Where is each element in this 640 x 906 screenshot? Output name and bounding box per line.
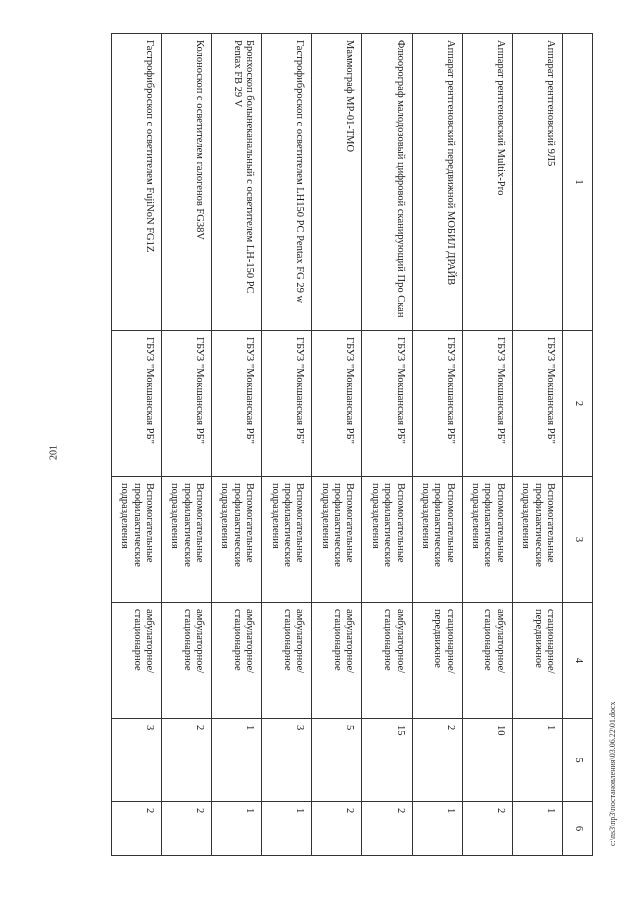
equipment-name: Флюорограф малодозовый цифровой сканирующий Про Скан: [362, 34, 412, 331]
value: 2: [462, 802, 512, 856]
quantity: 15: [362, 719, 412, 802]
value: 1: [212, 802, 262, 856]
header-cell: 3: [563, 477, 593, 603]
equipment-name: Гастрофиброскоп с осветителем LH150 PC Pentax FG 29 w: [262, 34, 312, 331]
quantity: 10: [462, 719, 512, 802]
subdivision: Вспомогательные профилактические подразделения: [512, 477, 562, 603]
usage-type: стационарное/ передвижное: [412, 603, 462, 719]
subdivision: Вспомогательные профилактические подразделения: [412, 477, 462, 603]
usage-type: стационарное/ передвижное: [512, 603, 562, 719]
value: 2: [312, 802, 362, 856]
header-cell: 6: [563, 802, 593, 856]
table-row: [462, 34, 512, 856]
value: 2: [362, 802, 412, 856]
table-header-row: [563, 34, 593, 856]
usage-type: амбулаторное/ стационарное: [462, 603, 512, 719]
subdivision: Вспомогательные профилактические подразделения: [262, 477, 312, 603]
equipment-name: Бронхоскоп болынеканальный с осветителем LH-150 PC Pentax FB 29 V: [212, 34, 262, 331]
table-row: [412, 34, 462, 856]
organization: ГБУЗ "Мокшанская РБ": [111, 331, 161, 477]
quantity: 3: [111, 719, 161, 802]
usage-type: амбулаторное/ стационарное: [162, 603, 212, 719]
usage-type: амбулаторное/ стационарное: [111, 603, 161, 719]
subdivision: Вспомогательные профилактические подразделения: [162, 477, 212, 603]
organization: ГБУЗ "Мокшанская РБ": [162, 331, 212, 477]
header-cell: 2: [563, 331, 593, 477]
organization: ГБУЗ "Мокшанская РБ": [212, 331, 262, 477]
equipment-name: Аппарат рентгеновский Multix-Pro: [462, 34, 512, 331]
subdivision: Вспомогательные профилактические подразделения: [312, 477, 362, 603]
subdivision: Вспомогательные профилактические подразделения: [111, 477, 161, 603]
usage-type: амбулаторное/ стационарное: [362, 603, 412, 719]
document-path-footer: c:\ns3\np3\постановления\03.06.22\01.docx: [608, 701, 617, 846]
equipment-name: Колоноскоп с осветителем галогенов FG38V: [162, 34, 212, 331]
equipment-name: Гастрофиброскоп с осветителем FujiNoN FG1Z: [111, 34, 161, 331]
usage-type: амбулаторное/ стационарное: [212, 603, 262, 719]
subdivision: Вспомогательные профилактические подразделения: [212, 477, 262, 603]
quantity: 1: [512, 719, 562, 802]
equipment-name: Маммограф МР-01-ТМО: [312, 34, 362, 331]
value: 2: [111, 802, 161, 856]
table-row: [212, 34, 262, 856]
subdivision: Вспомогательные профилактические подразделения: [462, 477, 512, 603]
table-row: [362, 34, 412, 856]
page-number: 201: [48, 445, 60, 460]
table-row: [312, 34, 362, 856]
usage-type: амбулаторное/ стационарное: [262, 603, 312, 719]
value: 1: [262, 802, 312, 856]
quantity: 2: [412, 719, 462, 802]
quantity: 2: [162, 719, 212, 802]
equipment-table: [111, 33, 593, 856]
equipment-table-wrapper: [117, 33, 593, 855]
table-row: [111, 34, 161, 856]
value: 1: [412, 802, 462, 856]
organization: ГБУЗ "Мокшанская РБ": [312, 331, 362, 477]
equipment-name: Аппарат рентгеновский передвижной МОБИЛ ДРАЙВ: [412, 34, 462, 331]
organization: ГБУЗ "Мокшанская РБ": [412, 331, 462, 477]
quantity: 3: [262, 719, 312, 802]
value: 1: [512, 802, 562, 856]
table-row: [512, 34, 562, 856]
quantity: 5: [312, 719, 362, 802]
header-cell: 4: [563, 603, 593, 719]
header-cell: 1: [563, 34, 593, 331]
quantity: 1: [212, 719, 262, 802]
organization: ГБУЗ "Мокшанская РБ": [462, 331, 512, 477]
table-row: [162, 34, 212, 856]
header-cell: 5: [563, 719, 593, 802]
usage-type: амбулаторное/ стационарное: [312, 603, 362, 719]
organization: ГБУЗ "Мокшанская РБ": [512, 331, 562, 477]
organization: ГБУЗ "Мокшанская РБ": [362, 331, 412, 477]
organization: ГБУЗ "Мокшанская РБ": [262, 331, 312, 477]
subdivision: Вспомогательные профилактические подразделения: [362, 477, 412, 603]
equipment-name: Аппарат рентгеновский 9Л5: [512, 34, 562, 331]
value: 2: [162, 802, 212, 856]
table-row: [262, 34, 312, 856]
